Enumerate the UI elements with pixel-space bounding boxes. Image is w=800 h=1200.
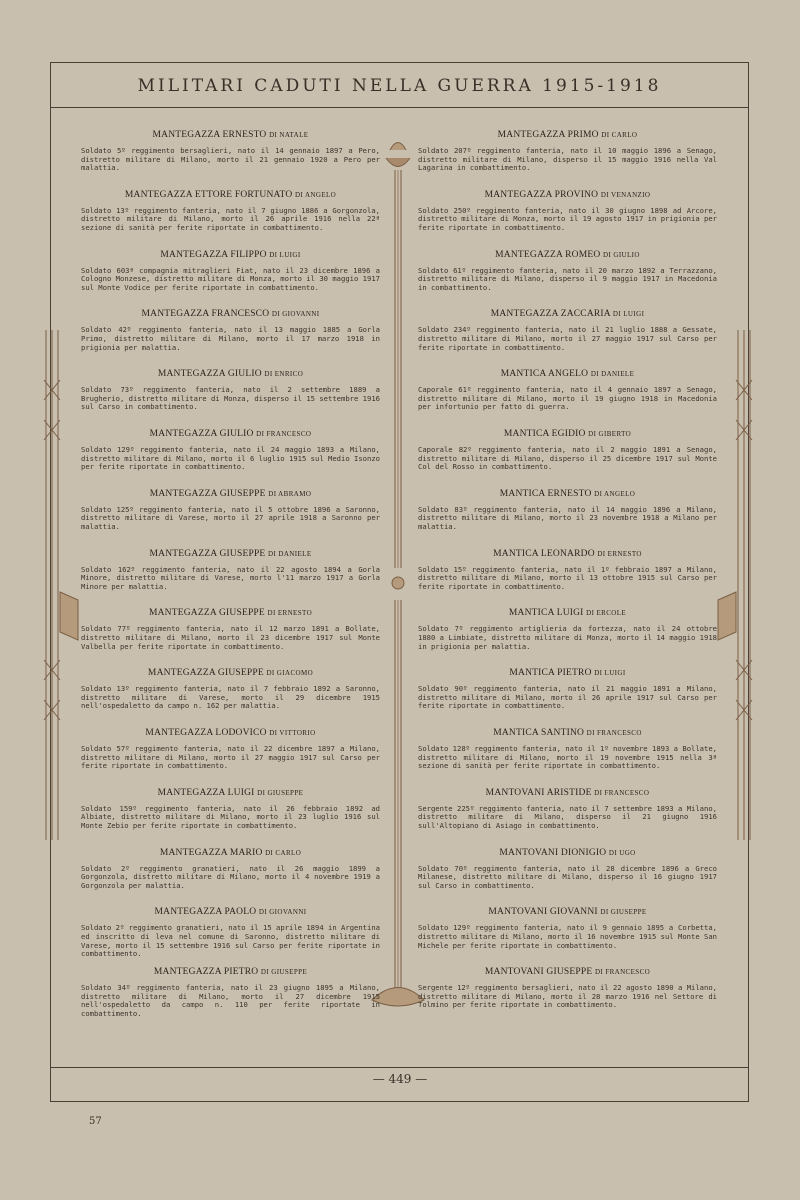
- entry-name: MANTICA EGIDIO DI GIBERTO: [503, 428, 632, 439]
- entry-text: Soldato 42º reggimento fanteria, nato il 13 maggio 1885 a Gorla Primo, distretto militare di Milano, morto il 17 marzo 1918 in prigionia per malattia.: [81, 325, 380, 352]
- entry-name: MANTEGAZZA GIUSEPPE DI DANIELE: [149, 548, 312, 559]
- list-item: [78, 728, 383, 788]
- entry-name: MANTEGAZZA ROMEO DI GIULIO: [495, 249, 640, 260]
- page-number: 57: [89, 1116, 102, 1127]
- entry-name: MANTEGAZZA ERNESTO DI NATALE: [152, 130, 309, 140]
- entry-name: MANTICA LEONARDO DI ERNESTO: [493, 548, 642, 559]
- list-item: [415, 489, 720, 549]
- entry-text: Soldato 125º reggimento fanteria, nato il 5 ottobre 1896 a Saronno, distretto militare di Varese, morto il 27 aprile 1918 a Saronno per malattia.: [81, 504, 380, 531]
- entry-text: Soldato 603ª compagnia mitraglieri Fiat, nato il 23 dicembre 1896 a Cologno Monzese, distretto militare di Monza, morto il 30 maggio 1917 sul Monte Vodice per ferite riportate in combattimento.: [81, 265, 380, 292]
- left-column: [78, 130, 383, 1027]
- entry-name: MANTEGAZZA PRIMO DI CARLO: [497, 130, 638, 140]
- entry-text: Soldato 15º reggimento fanteria, nato il 1º febbraio 1897 a Milano, distretto militare di Milano, morto il 13 ottobre 1915 sul Carso per ferite riportate in combattimento.: [418, 564, 717, 591]
- entry-text: Soldato 207º reggimento fanteria, nato il 10 maggio 1896 a Senago, distretto militare di Milano, disperso il 15 maggio 1916 nella Val Lagarina in combattimento.: [418, 146, 717, 173]
- entry-name: MANTOVANI ARISTIDE DI FRANCESCO: [485, 787, 650, 798]
- entry-name: MANTEGAZZA GIUSEPPE DI ERNESTO: [148, 608, 313, 619]
- list-item: [415, 130, 720, 190]
- list-item: [415, 429, 720, 489]
- list-item: [78, 250, 383, 310]
- entry-text: Soldato 129º reggimento fanteria, nato il 9 gennaio 1895 a Corbetta, distretto militare di Milano, morto il 16 novembre 1915 sul Monte San Michele per ferite riportate in combattimento.: [418, 923, 717, 950]
- list-item: [78, 309, 383, 369]
- list-item: [78, 190, 383, 250]
- entry-name: MANTEGAZZA PAOLO DI GIOVANNI: [154, 907, 307, 918]
- list-item: [78, 967, 383, 1027]
- entry-text: Soldato 250º reggimento fanteria, nato il 30 giugno 1898 ad Arcore, distretto militare di Monza, morto il 19 agosto 1917 in prigionia per ferite riportate in combattimento.: [418, 205, 717, 232]
- entry-name: MANTEGAZZA LUIGI DI GIUSEPPE: [157, 787, 304, 798]
- rosette-icon: [392, 577, 404, 589]
- list-item: [415, 549, 720, 609]
- list-item: [78, 907, 383, 967]
- entry-text: Caporale 61º reggimento fanteria, nato il 4 gennaio 1897 a Senago, distretto militare di Milano, morto il 19 giugno 1918 in Macedonia per infortunio per fatto di guerra.: [418, 385, 717, 412]
- entry-text: Soldato 83º reggimento fanteria, nato il 14 maggio 1896 a Milano, distretto militare di Milano, morto il 23 novembre 1918 a Milano per malattia.: [418, 504, 717, 531]
- flame-top-icon: [390, 143, 406, 151]
- entry-text: Soldato 2º reggimento granatieri, nato il 15 aprile 1894 in Argentina ed inscritto di leva nel comune di Saronno, distretto militare di Varese, morto il 15 settembre 1916 sul Carso per ferite riportate in combattimento.: [81, 923, 380, 959]
- entry-name: MANTICA PIETRO DI LUIGI: [509, 668, 626, 679]
- entry-text: Soldato 128º reggimento fanteria, nato il 1º novembre 1893 a Bollate, distretto militare di Milano, morto il 19 novembre 1915 nella 3ª sezione di sanità per ferite riportate in combattimento.: [418, 743, 717, 771]
- entry-name: MANTEGAZZA GIULIO DI FRANCESCO: [149, 428, 312, 439]
- list-item: [415, 190, 720, 250]
- entry-text: Soldato 234º reggimento fanteria, nato il 21 luglio 1888 a Gessate, distretto militare di Milano, morto il 27 maggio 1917 sul Carso per ferite riportate in combattimento.: [418, 325, 717, 352]
- list-item: [78, 489, 383, 549]
- entry-text: Soldato 13º reggimento fanteria, nato il 7 giugno 1886 a Gorgonzola, distretto militare di Milano, morto il 26 aprile 1916 nella 22ª sezione di sanità per ferite riportate in combattimento.: [81, 205, 380, 232]
- list-item: [415, 728, 720, 788]
- list-item: [415, 848, 720, 908]
- list-item: [78, 608, 383, 668]
- entry-name: MANTEGAZZA PIETRO DI GIUSEPPE: [153, 967, 308, 978]
- list-item: [78, 369, 383, 429]
- entry-name: MANTEGAZZA MARIO DI CARLO: [159, 847, 302, 858]
- list-item: [415, 369, 720, 429]
- list-item: [415, 250, 720, 310]
- axe-left-icon: [60, 592, 78, 640]
- entry-text: Soldato 70º reggimento fanteria, nato il 28 dicembre 1896 a Greco Milanese, distretto militare di Milano, disperso il 16 giugno 1917 sul Carso in combattimento.: [418, 863, 717, 890]
- axe-right-icon: [718, 592, 736, 640]
- list-item: [78, 668, 383, 728]
- entry-text: Soldato 34º reggimento fanteria, nato il 23 giugno 1895 a Milano, distretto militare di Milano, morto il 27 dicembre 1915 nell'ospedaletto da campo n. 110 per ferite riportate in combattimento.: [81, 983, 380, 1018]
- entry-text: Soldato 77º reggimento fanteria, nato il 12 marzo 1891 a Bollate, distretto militare di Milano, morto il 23 dicembre 1917 sul Monte Valbella per ferite riportate in combattimento.: [81, 624, 380, 651]
- page-title: MILITARI CADUTI NELLA GUERRA 1915-1918: [137, 76, 662, 96]
- entry-name: MANTEGAZZA FRANCESCO DI GIOVANNI: [141, 309, 320, 320]
- entry-name: MANTOVANI DIONIGIO DI UGO: [499, 847, 636, 858]
- list-item: [78, 848, 383, 908]
- entry-text: Soldato 57º reggimento fanteria, nato il 22 dicembre 1897 a Milano, distretto militare di Milano, morto il 27 maggio 1917 sul Carso per ferite riportate in combattimento.: [81, 743, 380, 771]
- entry-text: Soldato 7º reggimento artiglieria da fortezza, nato il 24 ottobre 1880 a Limbiate, distretto militare di Monza, morto il 14 maggio 1918 in prigionia per malattia.: [418, 624, 717, 651]
- entry-text: Caporale 82º reggimento fanteria, nato il 2 maggio 1891 a Senago, distretto militare di Milano, disperso il 25 dicembre 1917 sul Monte Col del Rosso in combattimento.: [418, 444, 717, 472]
- entry-name: MANTICA ERNESTO DI ANGELO: [499, 488, 636, 499]
- entry-name: MANTICA ANGELO DI DANIELE: [500, 369, 635, 380]
- entry-name: MANTEGAZZA ETTORE FORTUNATO DI ANGELO: [124, 189, 337, 200]
- entry-text: Soldato 2º reggimento granatieri, nato il 26 maggio 1899 a Gorgonzola, distretto militare di Milano, morto il 4 novembre 1919 a Gorgonzola per malattia.: [81, 863, 380, 890]
- entry-text: Soldato 73º reggimento fanteria, nato il 2 settembre 1889 a Brugherio, distretto militare di Monza, disperso il 15 settembre 1916 sul Carso in combattimento.: [81, 385, 380, 412]
- list-item: [78, 429, 383, 489]
- entry-name: MANTEGAZZA GIULIO DI ENRICO: [157, 369, 304, 380]
- entry-text: Soldato 129º reggimento fanteria, nato il 24 maggio 1893 a Milano, distretto militare di Milano, morto il 6 luglio 1915 sul Medio Isonzo per ferite riportate in combattimento.: [81, 444, 380, 472]
- list-item: [415, 668, 720, 728]
- list-item: [78, 788, 383, 848]
- list-item: [415, 788, 720, 848]
- entry-text: Soldato 90º reggimento fanteria, nato il 21 maggio 1891 a Milano, distretto militare di Milano, morto il 26 aprile 1917 sul Carso per ferite riportate in combattimento.: [418, 684, 717, 711]
- entry-text: Sergente 225º reggimento fanteria, nato il 7 settembre 1893 a Milano, distretto militare di Milano, disperso il 21 giugno 1916 sull'Altopiano di Asiago in combattimento.: [418, 803, 717, 830]
- entry-name: MANTOVANI GIOVANNI DI GIUSEPPE: [488, 907, 647, 918]
- entry-text: Soldato 159º reggimento fanteria, nato il 26 febbraio 1892 ad Albiate, distretto militare di Milano, morto il 23 luglio 1916 sul Monte Zebio per ferite riportate in combattimento.: [81, 803, 380, 830]
- entry-name: MANTEGAZZA FILIPPO DI LUIGI: [160, 249, 301, 260]
- list-item: [415, 907, 720, 967]
- entry-name: MANTICA LUIGI DI ERCOLE: [508, 608, 627, 619]
- folio: — 449 —: [372, 1072, 428, 1086]
- entry-text: Soldato 162º reggimento fanteria, nato il 22 agosto 1894 a Gorla Minore, distretto militare di Varese, morto l'11 marzo 1917 a Gorla Minore per malattia.: [81, 564, 380, 591]
- right-column: [415, 130, 720, 1027]
- list-item: [415, 608, 720, 668]
- entry-text: Soldato 13º reggimento fanteria, nato il 7 febbraio 1892 a Saronno, distretto militare di Varese, morto il 29 dicembre 1915 nell'ospedaletto da campo n. 162 per malattia.: [81, 684, 380, 711]
- entry-text: Sergente 12º reggimento bersaglieri, nato il 22 agosto 1890 a Milano, distretto militare di Milano, morto il 28 marzo 1916 nel Settore di Tolmino per ferite riportate in combattimento.: [418, 983, 717, 1010]
- list-item: [415, 309, 720, 369]
- list-item: [78, 130, 383, 190]
- entry-name: MANTICA SANTINO DI FRANCESCO: [493, 727, 642, 738]
- entry-name: MANTOVANI GIUSEPPE DI FRANCESCO: [484, 967, 651, 978]
- entry-name: MANTEGAZZA LODOVICO DI VITTORIO: [145, 727, 316, 738]
- list-item: [415, 967, 720, 1027]
- entry-name: MANTEGAZZA ZACCARIA DI LUIGI: [490, 309, 645, 320]
- entry-name: MANTEGAZZA GIUSEPPE DI GIACOMO: [147, 668, 314, 679]
- entry-text: Soldato 61º reggimento fanteria, nato il 20 marzo 1892 a Terrazzano, distretto militare di Milano, disperso il 9 maggio 1917 in Macedonia in combattimento.: [418, 265, 717, 292]
- entry-name: MANTEGAZZA PROVINO DI VENANZIO: [484, 189, 651, 200]
- entry-text: Soldato 5º reggimento bersaglieri, nato il 14 gennaio 1897 a Pero, distretto militare di Milano, morto il 21 gennaio 1920 a Pero per malattia.: [81, 146, 380, 173]
- list-item: [78, 549, 383, 609]
- entry-name: MANTEGAZZA GIUSEPPE DI ABRAMO: [149, 488, 312, 499]
